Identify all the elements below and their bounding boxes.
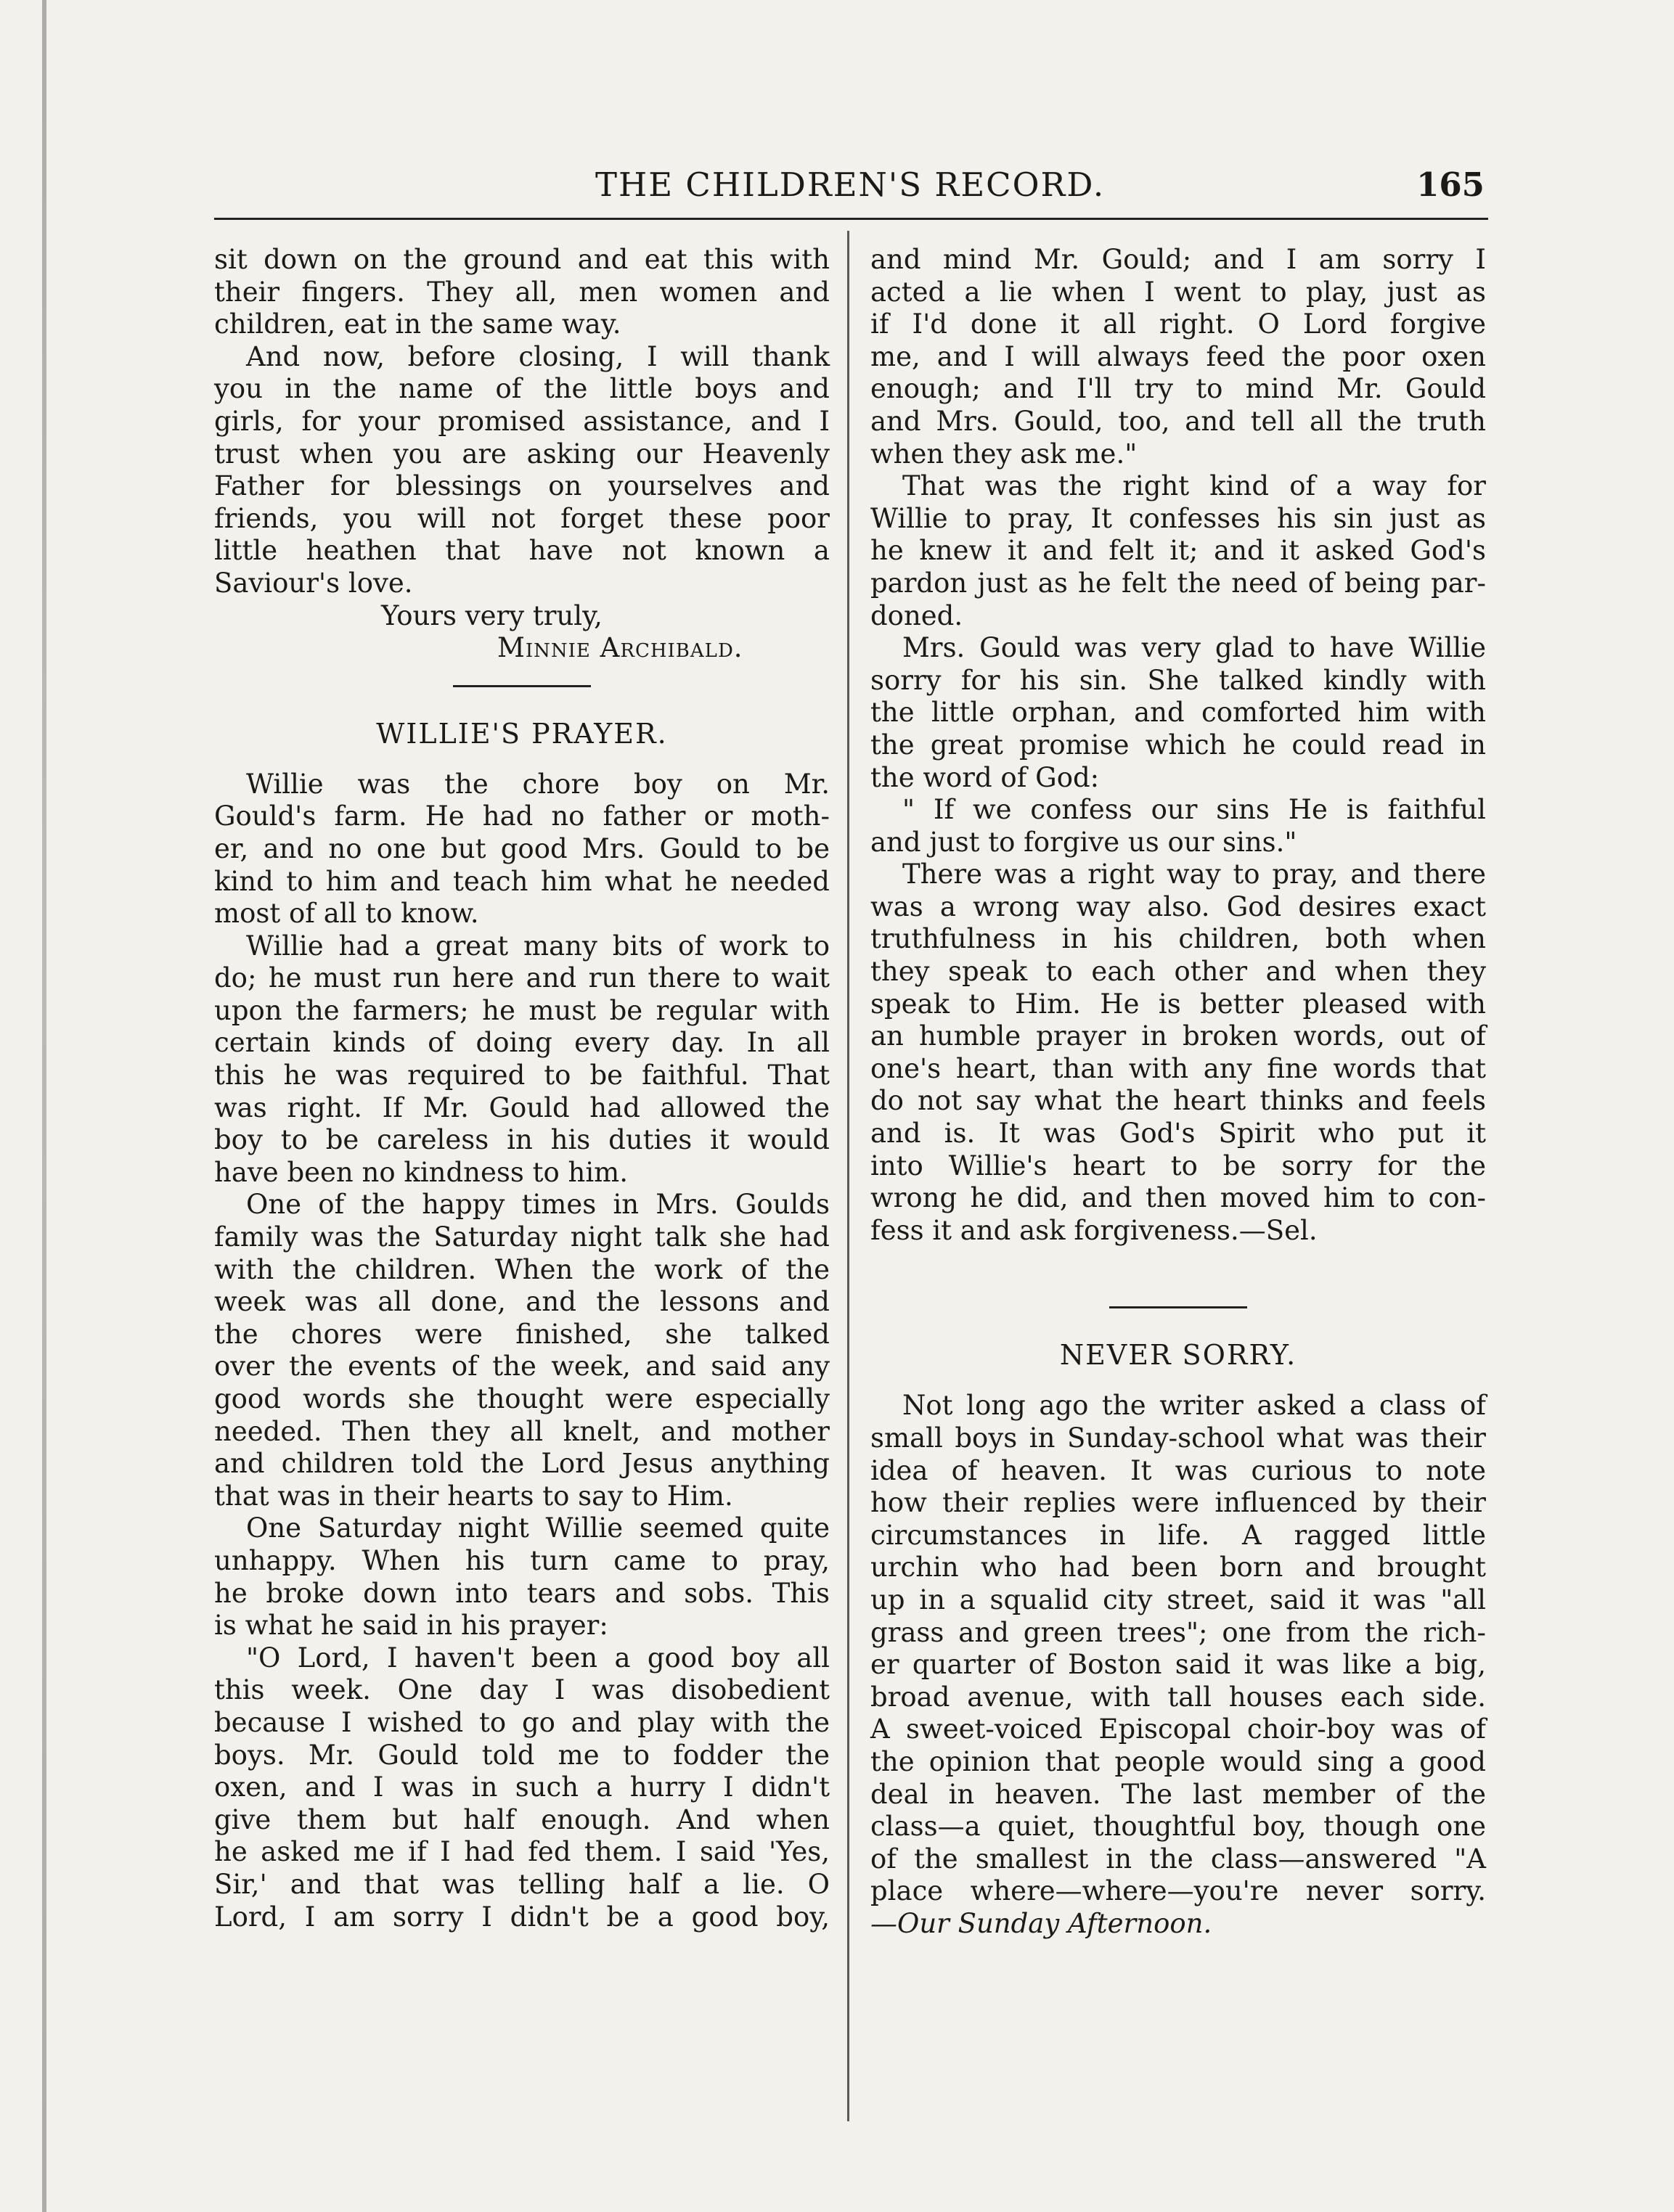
- article-title-willies-prayer: WILLIE'S PRAYER.: [376, 717, 668, 750]
- text-line: how their replies were influenced by their: [870, 1487, 1486, 1519]
- text-line: and is. It was God's Spirit who put it: [870, 1118, 1486, 1150]
- text-line: this week. One day I was disobedient: [214, 1674, 830, 1706]
- letter-conclusion: [214, 244, 830, 665]
- text-line: One of the happy times in Mrs. Goulds: [246, 1189, 830, 1221]
- text-line: have been no kindness to him.: [214, 1156, 629, 1188]
- text-line: deal in heaven. The last member of the: [870, 1778, 1486, 1810]
- text-line: er quarter of Boston said it was like a big,: [870, 1649, 1486, 1681]
- text-line: truthfulness in his children, both when: [870, 923, 1486, 955]
- article-title-never-sorry: NEVER SORRY.: [1059, 1339, 1297, 1372]
- text-line: Gould's farm. He had no father or moth-: [214, 800, 830, 832]
- text-line: trust when you are asking our Heavenly: [214, 438, 830, 470]
- text-line: girls, for your promised assistance, and I: [214, 405, 830, 437]
- section-divider: [1109, 1306, 1247, 1308]
- text-line: unhappy. When his turn came to pray,: [214, 1544, 830, 1576]
- page-header: [214, 165, 1485, 209]
- text-line: and just to forgive us our sins.": [870, 826, 1297, 858]
- text-line: " If we confess our sins He is faithful: [902, 794, 1486, 826]
- text-line: Willie had a great many bits of work to: [246, 930, 830, 962]
- text-line: kind to him and teach him what he needed: [214, 865, 830, 897]
- text-line: was a wrong way also. God desires exact: [870, 890, 1486, 922]
- text-line: needed. Then they all knelt, and mother: [214, 1415, 830, 1447]
- text-line: place where—where—you're never sorry.: [870, 1875, 1486, 1907]
- text-line: certain kinds of doing every day. In all: [214, 1027, 830, 1059]
- text-line: the word of God:: [870, 761, 1100, 793]
- text-line: Lord, I am sorry I didn't be a good boy,: [214, 1901, 830, 1933]
- never-sorry-body: [870, 1390, 1486, 1940]
- text-line: over the events of the week, and said any: [214, 1351, 830, 1382]
- header-rule: [214, 218, 1488, 220]
- text-line: Mrs. Gould was very glad to have Willie: [902, 632, 1486, 664]
- text-line: week was all done, and the lessons and: [214, 1286, 830, 1318]
- text-line: he asked me if I had fed them. I said 'Yes,: [214, 1836, 830, 1868]
- text-line: you in the name of the little boys and: [214, 373, 830, 405]
- text-line: boy to be careless in his duties it would: [214, 1124, 830, 1156]
- text-line: One Saturday night Willie seemed quite: [246, 1512, 830, 1544]
- text-line: their fingers. They all, men women and: [214, 276, 830, 308]
- text-line: sorry for his sin. She talked kindly with: [870, 664, 1486, 696]
- text-line: he knew it and felt it; and it asked God's: [870, 535, 1486, 567]
- text-line: pardon just as he felt the need of being par-: [870, 567, 1486, 599]
- text-line: acted a lie when I went to play, just as: [870, 276, 1486, 308]
- text-line: idea of heaven. It was curious to note: [870, 1454, 1486, 1486]
- text-line: that was in their hearts to say to Him.: [214, 1480, 733, 1512]
- text-line: speak to Him. He is better pleased with: [870, 988, 1486, 1020]
- text-line: the chores were finished, she talked: [214, 1318, 830, 1350]
- text-line: Father for blessings on yourselves and: [214, 470, 830, 502]
- text-line: That was the right kind of a way for: [902, 470, 1486, 502]
- text-line: family was the Saturday night talk she had: [214, 1221, 830, 1253]
- source-attribution: —Our Sunday Afternoon.: [870, 1907, 1212, 1939]
- text-line: upon the farmers; he must be regular with: [214, 994, 830, 1026]
- text-line: friends, you will not forget these poor: [214, 502, 830, 534]
- text-line: A sweet-voiced Episcopal choir-boy was of: [870, 1713, 1486, 1745]
- text-line: oxen, and I was in such a hurry I didn't: [214, 1771, 830, 1803]
- text-line: because I wished to go and play with the: [214, 1706, 830, 1738]
- text-line: do; he must run here and run there to wait: [214, 962, 830, 994]
- text-line: is what he said in his prayer:: [214, 1610, 608, 1642]
- left-column: [214, 244, 830, 1933]
- text-line: fess it and ask forgiveness.—Sel.: [870, 1214, 1318, 1246]
- text-line: good words she thought were especially: [214, 1383, 830, 1414]
- text-line: Willie was the chore boy on Mr.: [246, 768, 830, 800]
- text-line: small boys in Sunday-school what was their: [870, 1422, 1486, 1454]
- text-line: and Mrs. Gould, too, and tell all the truth: [870, 405, 1486, 437]
- text-line: doned.: [870, 599, 963, 631]
- text-line: enough; and I'll try to mind Mr. Gould: [870, 373, 1486, 405]
- text-line: of the smallest in the class—answered "A: [870, 1843, 1486, 1875]
- section-divider: [453, 685, 591, 687]
- right-column: [870, 244, 1486, 1941]
- text-line: with the children. When the work of the: [214, 1253, 830, 1285]
- text-line: class—a quiet, thoughtful boy, though one: [870, 1811, 1486, 1843]
- spacer: [870, 1247, 1486, 1286]
- column-divider: [847, 231, 849, 2121]
- text-line: an humble prayer in broken words, out of: [870, 1020, 1486, 1052]
- text-line: into Willie's heart to be sorry for the: [870, 1150, 1486, 1181]
- text-line: wrong he did, and then moved him to con-: [870, 1182, 1486, 1214]
- text-line: broad avenue, with tall houses each side.: [870, 1681, 1486, 1713]
- text-line: most of all to know.: [214, 898, 479, 930]
- text-line: little heathen that have not known a: [214, 535, 830, 567]
- text-line: they speak to each other and when they: [870, 956, 1486, 988]
- text-line: grass and green trees"; one from the rich-: [870, 1616, 1486, 1648]
- text-line: Willie to pray, It confesses his sin just as: [870, 502, 1486, 534]
- text-line: up in a squalid city street, said it was "all: [870, 1584, 1486, 1615]
- text-line: urchin who had been born and brought: [870, 1552, 1486, 1584]
- text-line: And now, before closing, I will thank: [246, 340, 830, 372]
- willies-prayer-body-right: [870, 244, 1486, 1247]
- text-line: and mind Mr. Gould; and I am sorry I: [870, 244, 1486, 275]
- willies-prayer-body-left: [214, 769, 830, 1933]
- text-line: Saviour's love.: [214, 567, 413, 599]
- text-line: "O Lord, I haven't been a good boy all: [246, 1642, 830, 1674]
- text-line: one's heart, than with any fine words that: [870, 1052, 1486, 1084]
- text-line: the little orphan, and comforted him with: [870, 697, 1486, 729]
- text-line: this he was required to be faithful. That: [214, 1060, 830, 1091]
- text-line: give them but half enough. And when: [214, 1803, 830, 1835]
- letter-signature: Minnie Archibald.: [497, 632, 743, 664]
- page-binding-edge: [42, 0, 46, 2212]
- text-line: sit down on the ground and eat this with: [214, 244, 830, 275]
- text-line: when they ask me.": [870, 438, 1138, 470]
- page-number: 165: [1416, 165, 1485, 204]
- letter-closing: Yours very truly,: [381, 599, 603, 631]
- text-line: er, and no one but good Mrs. Gould to be: [214, 832, 830, 864]
- text-line: boys. Mr. Gould told me to fodder the: [214, 1739, 830, 1771]
- text-line: the opinion that people would sing a good: [870, 1745, 1486, 1777]
- running-title: THE CHILDREN'S RECORD.: [595, 165, 1106, 204]
- text-line: me, and I will always feed the poor oxen: [870, 340, 1486, 372]
- text-line: and children told the Lord Jesus anything: [214, 1448, 830, 1480]
- text-line: do not say what the heart thinks and feels: [870, 1085, 1486, 1117]
- text-line: was right. If Mr. Gould had allowed the: [214, 1091, 830, 1123]
- text-line: the great promise which he could read in: [870, 729, 1486, 761]
- text-line: There was a right way to pray, and there: [902, 859, 1486, 890]
- text-line: Sir,' and that was telling half a lie. O: [214, 1868, 830, 1900]
- text-line: Not long ago the writer asked a class of: [902, 1390, 1486, 1422]
- text-line: children, eat in the same way.: [214, 308, 621, 340]
- text-line: he broke down into tears and sobs. This: [214, 1577, 830, 1609]
- text-line: if I'd done it all right. O Lord forgive: [870, 308, 1486, 340]
- text-line: circumstances in life. A ragged little: [870, 1519, 1486, 1551]
